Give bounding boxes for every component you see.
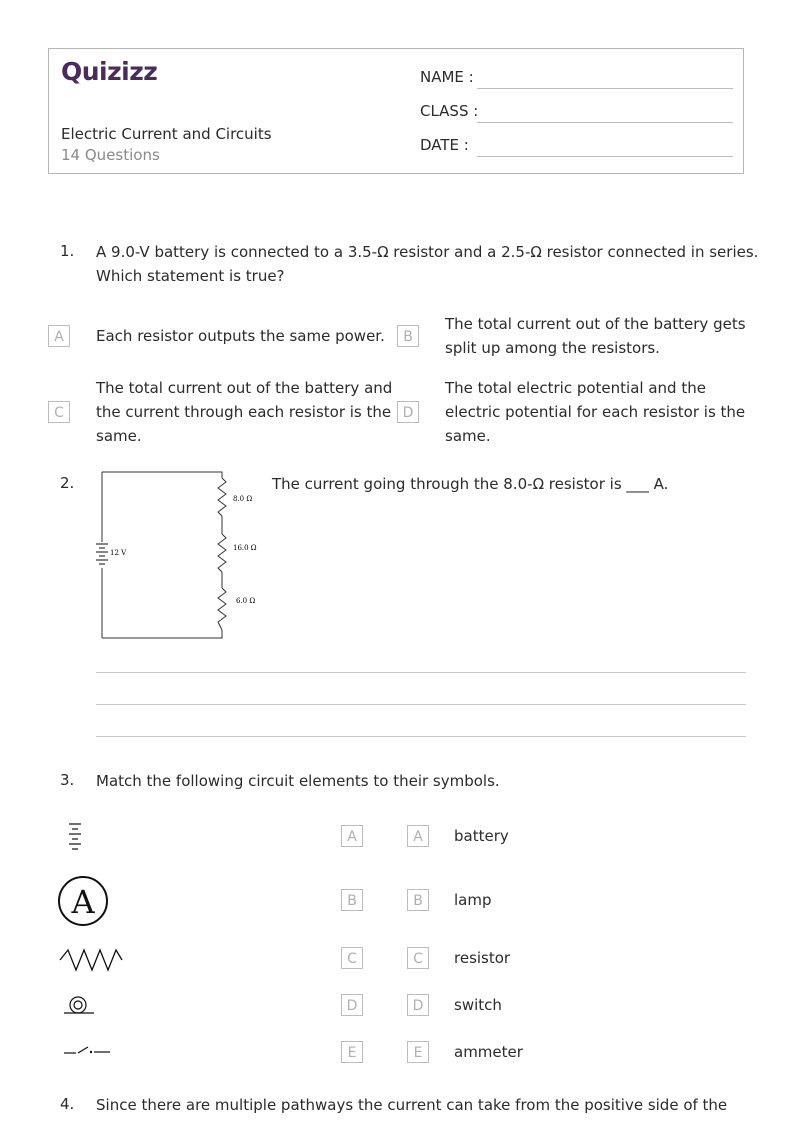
q3-term-resistor: resistor: [454, 949, 511, 967]
q1-option-a-text: [96, 324, 385, 348]
resistor-3-label: 6.0 Ω: [236, 597, 256, 605]
q3-left-letter-a[interactable]: A: [341, 825, 363, 847]
q1-option-d-text: [445, 376, 745, 448]
resistor-2-label: 16.0 Ω: [233, 544, 257, 552]
q3-text: Match the following circuit elements to their symbols.: [96, 772, 500, 790]
q3-left-letter-c[interactable]: C: [341, 947, 363, 969]
q1-option-b-letter[interactable]: B: [397, 325, 419, 347]
q3-term-lamp: lamp: [454, 891, 492, 909]
quizizz-logo: Quizizz: [61, 57, 158, 86]
q3-right-letter-a[interactable]: A: [407, 825, 429, 847]
class-line: [477, 122, 733, 123]
q3-left-letter-d[interactable]: D: [341, 994, 363, 1016]
q1-option-c-line3: same.: [96, 427, 142, 445]
q3-term-switch: switch: [454, 996, 502, 1014]
name-line: [477, 88, 733, 89]
q2-text: The current going through the 8.0-Ω resistor is ___ A.: [272, 475, 669, 493]
q3-right-letter-c[interactable]: C: [407, 947, 429, 969]
series-circuit-diagram: [90, 468, 265, 644]
resistor-symbol-icon: [58, 946, 124, 974]
q4-text: Since there are multiple pathways the current can take from the positive side of the: [96, 1096, 728, 1114]
q1-option-a-letter[interactable]: A: [48, 325, 70, 347]
resistor-1-label: 8.0 Ω: [233, 495, 253, 503]
q1-option-c-line1: The total current out of the battery and: [96, 379, 393, 397]
q1-number: 1.: [60, 242, 75, 260]
q3-number: 3.: [60, 771, 75, 789]
q3-right-letter-b[interactable]: B: [407, 889, 429, 911]
q1-text-line1: A 9.0-V battery is connected to a 3.5-Ω resistor and a 2.5-Ω resistor connected in series.: [96, 243, 759, 261]
q1-option-c-line2: the current through each resistor is the: [96, 403, 392, 421]
q3-left-letter-b[interactable]: B: [341, 889, 363, 911]
class-label: CLASS :: [420, 102, 479, 120]
q1-option-b-line1: The total current out of the battery gets: [445, 315, 746, 333]
battery-label: 12 V: [110, 549, 127, 557]
lamp-symbol-icon: [62, 994, 96, 1016]
q1-option-b-text: [445, 312, 746, 360]
class-field[interactable]: [420, 102, 478, 120]
q1-text: [96, 240, 758, 288]
question-count: 14 Questions: [61, 146, 160, 164]
q1-option-b-line2: split up among the resistors.: [445, 339, 660, 357]
date-line: [477, 156, 733, 157]
name-label: NAME :: [420, 68, 474, 86]
answer-line-2[interactable]: [96, 704, 746, 705]
battery-symbol: [96, 544, 108, 564]
q3-right-letter-d[interactable]: D: [407, 994, 429, 1016]
answer-line-1[interactable]: [96, 672, 746, 673]
ammeter-symbol-icon: [56, 875, 110, 929]
worksheet-header: [48, 48, 744, 174]
date-label: DATE :: [420, 136, 469, 154]
q1-option-d-line2: electric potential for each resistor is the: [445, 403, 746, 421]
q1-option-a-line1: Each resistor outputs the same power.: [96, 327, 385, 345]
q3-term-ammeter: ammeter: [454, 1043, 523, 1061]
q1-option-c-text: [96, 376, 392, 448]
switch-symbol-icon: [62, 1042, 112, 1060]
q1-option-d-line3: same.: [445, 427, 491, 445]
q1-option-d-line1: The total electric potential and the: [445, 379, 706, 397]
worksheet-title: Electric Current and Circuits: [61, 125, 272, 143]
battery-symbol-icon: [64, 822, 86, 852]
date-field[interactable]: [420, 136, 469, 154]
ammeter-symbol-letter: A: [71, 883, 95, 921]
q2-number: 2.: [60, 474, 75, 492]
q4-number: 4.: [60, 1095, 75, 1113]
q3-right-letter-e[interactable]: E: [407, 1041, 429, 1063]
q3-left-letter-e[interactable]: E: [341, 1041, 363, 1063]
answer-line-3[interactable]: [96, 736, 746, 737]
q1-option-c-letter[interactable]: C: [48, 401, 70, 423]
q3-term-battery: battery: [454, 827, 509, 845]
q1-text-line2: Which statement is true?: [96, 267, 285, 285]
name-field[interactable]: [420, 68, 474, 86]
q1-option-d-letter[interactable]: D: [397, 401, 419, 423]
